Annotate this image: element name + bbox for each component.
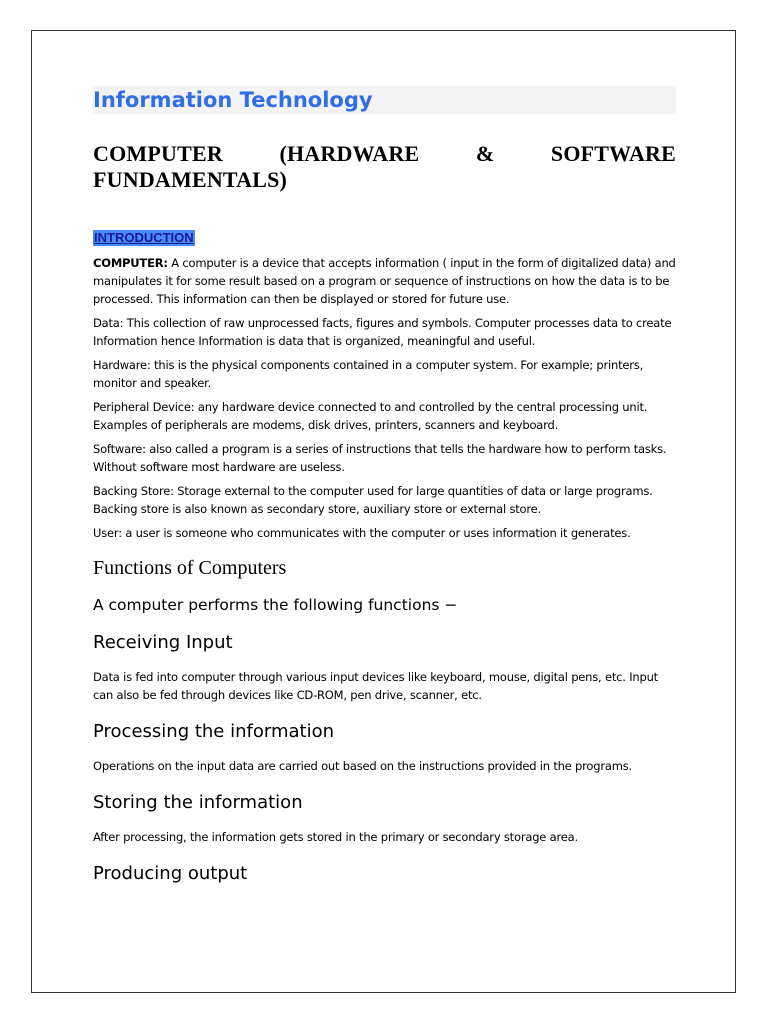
document-body <box>93 86 676 885</box>
function-text-receiving-input: Data is fed into computer through various input devices like keyboard, mouse, digital pens, etc. Input can also be fed through devices like CD-ROM, pen drive, scanner, etc. <box>93 670 658 702</box>
definition-software: Software: also called a program is a series of instructions that tells the hardware how to perform tasks. Without software most hardware are useless. <box>93 442 667 474</box>
functions-heading: Functions of Computers <box>93 557 287 579</box>
definition-computer <box>93 254 676 308</box>
introduction-label: INTRODUCTION <box>94 230 194 245</box>
definition-term: COMPUTER: <box>93 256 168 270</box>
function-heading-storing: Storing the information <box>93 792 303 813</box>
function-text-processing: Operations on the input data are carried out based on the instructions provided in the programs. <box>93 759 632 773</box>
functions-lead: A computer performs the following functions − <box>93 596 458 614</box>
main-heading: COMPUTER (HARDWARE & SOFTWARE FUNDAMENTALS) <box>93 141 676 192</box>
definition-backing-store: Backing Store: Storage external to the computer used for large quantities of data or large programs. Backing store is also known as secondary store, auxiliary store or external store. <box>93 484 653 516</box>
definitions-list <box>93 254 676 542</box>
document-title: Information Technology <box>93 86 676 114</box>
function-heading-processing: Processing the information <box>93 721 334 742</box>
function-heading-producing-output: Producing output <box>93 863 248 884</box>
definition-text: A computer is a device that accepts information ( input in the form of digitalized data) and manipulates it for some result based on a program or sequence of instructions on how the data is to be processed. This information can then be displayed or stored for future use. <box>93 256 676 306</box>
function-heading-receiving-input: Receiving Input <box>93 632 233 653</box>
definition-peripheral-device: Peripheral Device: any hardware device connected to and controlled by the central processing unit. Examples of peripherals are modems, disk drives, printers, scanners and keyboard. <box>93 400 648 432</box>
definition-hardware: Hardware: this is the physical components contained in a computer system. For example; printers, monitor and speaker. <box>93 358 644 390</box>
definition-data: Data: This collection of raw unprocessed facts, figures and symbols. Computer processes data to create Information hence Information is data that is organized, meaningful and useful. <box>93 316 672 348</box>
definition-user: User: a user is someone who communicates with the computer or uses information it generates. <box>93 526 631 540</box>
function-text-storing: After processing, the information gets stored in the primary or secondary storage area. <box>93 830 578 844</box>
